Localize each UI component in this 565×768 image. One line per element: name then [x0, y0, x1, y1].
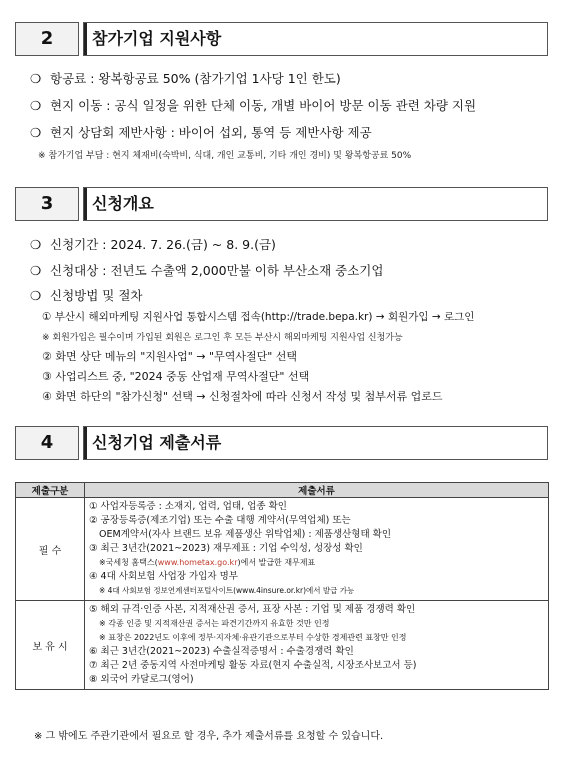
circle-bullet-icon: ❍: [30, 288, 42, 303]
doc-item: ⑦ 최근 2년 중동지역 사전마케팅 활동 자료(현지 수출실적, 시장조사보고서 등): [89, 660, 417, 671]
support-item-airfare: ❍ 항공료 : 왕복항공료 50% (참가기업 1사당 1인 한도): [30, 71, 341, 86]
doc-note: ※국세청 홈택스(www.hometax.go.kr)에서 발급한 재무제표: [99, 558, 316, 567]
documents-table: [15, 482, 549, 690]
doc-note: ※ 4대 사회보험 정보연계센터포털사이트(www.4insure.or.kr)에서 발급 가능: [99, 586, 355, 595]
section-3-header: [15, 187, 548, 221]
table-header-row: [16, 483, 549, 498]
doc-item: ① 사업자등록증 : 소재지, 업력, 업태, 업종 확인: [89, 501, 287, 512]
apply-target: ❍ 신청대상 : 전년도 수출액 2,000만불 이하 부산소재 중소기업: [30, 263, 384, 278]
support-note: ※ 참가기업 부담 : 현지 체재비(숙박비, 식대, 개인 교통비, 기타 개인 경비) 및 왕복항공료 50%: [38, 151, 412, 161]
doc-item: OEM계약서(자사 브랜드 보유 제품생산 위탁업체) : 제품생산형태 확인: [99, 529, 392, 540]
optional-docs: [85, 601, 549, 690]
header-category: 제출구분: [16, 483, 85, 498]
section-4-header: [15, 426, 548, 460]
doc-item: ⑧ 외국어 카달로그(영어): [89, 674, 194, 685]
support-item-meeting: ❍ 현지 상담회 제반사항 : 바이어 섭외, 통역 등 제반사항 제공: [30, 125, 372, 140]
section-2-header: [15, 22, 548, 56]
step-2: ② 화면 상단 메뉴의 "지원사업" → "무역사절단" 선택: [42, 350, 298, 363]
section-3-number: 3: [15, 187, 79, 221]
apply-period: ❍ 신청기간 : 2024. 7. 26.(금) ~ 8. 9.(금): [30, 237, 276, 252]
section-2-title: 참가기업 지원사항: [83, 22, 548, 56]
step-1: ① 부산시 해외마케팅 지원사업 통합시스템 접속(http://trade.bepa.kr) → 회원가입 → 로그인: [42, 311, 475, 323]
footer-note: ※ 그 밖에도 주관기관에서 필요로 할 경우, 추가 제출서류를 요청할 수 있습니다.: [34, 731, 384, 742]
optional-label: 보 유 시: [16, 601, 85, 690]
table-row-required: [16, 498, 549, 601]
required-label: 필 수: [16, 498, 85, 601]
doc-item: ③ 최근 3년간(2021~2023) 재무제표 : 기업 수익성, 성장성 확인: [89, 543, 363, 554]
section-2-number: 2: [15, 22, 79, 56]
section-4-number: 4: [15, 426, 79, 460]
doc-item: ② 공장등록증(제조기업) 또는 수출 대행 계약서(무역업체) 또는: [89, 515, 351, 526]
doc-note: ※ 표창은 2022년도 이후에 정부·지자체·유관기관으로부터 수상한 경제관련 표창만 인정: [99, 633, 407, 642]
circle-bullet-icon: ❍: [30, 71, 42, 86]
support-item-transport: ❍ 현지 이동 : 공식 일정을 위한 단체 이동, 개별 바이어 방문 이동 관련 차량 지원: [30, 98, 477, 113]
doc-note: ※ 각종 인증 및 지적재산권 증서는 파견기간까지 유효한 것만 인정: [99, 619, 330, 628]
required-docs: [85, 498, 549, 601]
header-documents: 제출서류: [85, 483, 549, 498]
section-4-title: 신청기업 제출서류: [83, 426, 548, 460]
circle-bullet-icon: ❍: [30, 125, 42, 140]
circle-bullet-icon: ❍: [30, 263, 42, 278]
step-4: ④ 화면 하단의 "참가신청" 선택 → 신청절차에 따라 신청서 작성 및 첨부서류 업로드: [42, 390, 443, 403]
circle-bullet-icon: ❍: [30, 237, 42, 252]
doc-item: ⑥ 최근 3년간(2021~2023) 수출실적증명서 : 수출경쟁력 확인: [89, 646, 354, 657]
doc-item: ④ 4대 사회보험 사업장 가입자 명부: [89, 571, 238, 582]
doc-item: ⑤ 해외 규격·인증 사본, 지적재산권 증서, 표장 사본 : 기업 및 제품 경쟁력 확인: [89, 604, 416, 615]
step-3: ③ 사업리스트 중, "2024 중동 산업재 무역사절단" 선택: [42, 370, 310, 383]
circle-bullet-icon: ❍: [30, 98, 42, 113]
section-3-title: 신청개요: [83, 187, 548, 221]
hometax-link[interactable]: www.hometax.go.kr: [157, 558, 238, 567]
step-1-note: ※ 회원가입은 필수이며 가입된 회원은 로그인 후 모든 부산시 해외마케팅 지원사업 신청가능: [42, 333, 403, 343]
table-row-optional: [16, 601, 549, 690]
apply-method: ❍ 신청방법 및 절차: [30, 288, 143, 303]
